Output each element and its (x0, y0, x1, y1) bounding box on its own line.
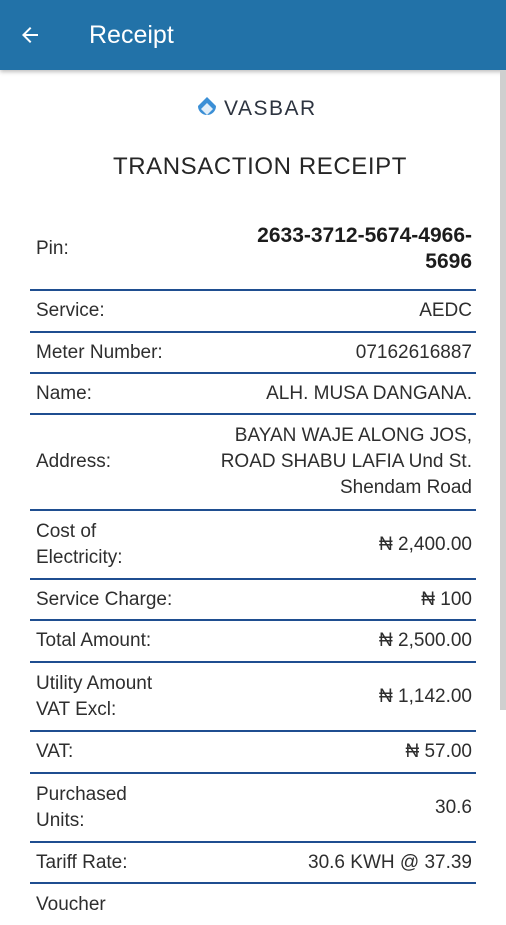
total-amount-value: ₦ 2,500.00 (379, 630, 472, 651)
pin-label: Pin: (36, 238, 69, 259)
name-value: ALH. MUSA DANGANA. (266, 382, 472, 404)
total-amount-label: Total Amount: (36, 630, 152, 651)
receipt-content (0, 70, 500, 915)
utility-amount-value: ₦ 1,142.00 (379, 685, 472, 707)
row-service-charge (30, 580, 476, 621)
row-voucher (30, 884, 476, 925)
purchased-units-label: Purchased Units: (36, 783, 127, 831)
back-button[interactable] (18, 20, 52, 50)
cost-of-electricity-label: Cost of Electricity: (36, 520, 123, 568)
page-title: Receipt (89, 21, 174, 49)
app-bar (0, 0, 506, 70)
vat-value: ₦ 57.00 (405, 741, 472, 762)
service-value: AEDC (419, 300, 472, 321)
address-value: BAYAN WAJE ALONG JOS, ROAD SHABU LAFIA Und St. Shendam Road (220, 425, 472, 498)
tariff-rate-label: Tariff Rate: (36, 851, 128, 873)
service-label: Service: (36, 300, 105, 321)
row-meter-number (30, 333, 476, 374)
vasbar-logo (196, 96, 317, 122)
row-tariff-rate (30, 843, 476, 884)
address-label: Address: (36, 451, 111, 472)
vat-label: VAT: (36, 741, 74, 762)
service-charge-label: Service Charge: (36, 588, 173, 610)
meter-number-label: Meter Number: (36, 341, 163, 363)
cost-of-electricity-value: ₦ 2,400.00 (379, 533, 472, 555)
row-total-amount (30, 621, 476, 663)
voucher-label: Voucher (36, 893, 106, 915)
receipt-heading: TRANSACTION RECEIPT (112, 153, 408, 180)
row-service (30, 291, 476, 333)
logo-text: VASBAR (224, 97, 317, 120)
row-utility-amount (30, 663, 476, 732)
row-purchased-units (30, 774, 476, 843)
receipt-table (30, 209, 476, 925)
meter-number-value: 07162616887 (355, 341, 472, 363)
row-name (30, 374, 476, 415)
row-vat (30, 732, 476, 774)
service-charge-value: ₦ 100 (421, 588, 472, 610)
tariff-rate-value: 30.6 KWH @ 37.39 (308, 851, 472, 873)
row-pin (30, 209, 476, 291)
water-drop-icon (196, 96, 218, 122)
scrollbar[interactable] (500, 70, 506, 710)
row-cost-of-electricity (30, 511, 476, 580)
name-label: Name: (36, 382, 92, 404)
utility-amount-label: Utility Amount VAT Excl: (36, 672, 153, 720)
purchased-units-value: 30.6 (435, 796, 472, 818)
row-address (30, 415, 476, 511)
arrow-left-icon (18, 23, 42, 47)
pin-value: 2633-3712-5674-4966-5696 (257, 224, 472, 273)
